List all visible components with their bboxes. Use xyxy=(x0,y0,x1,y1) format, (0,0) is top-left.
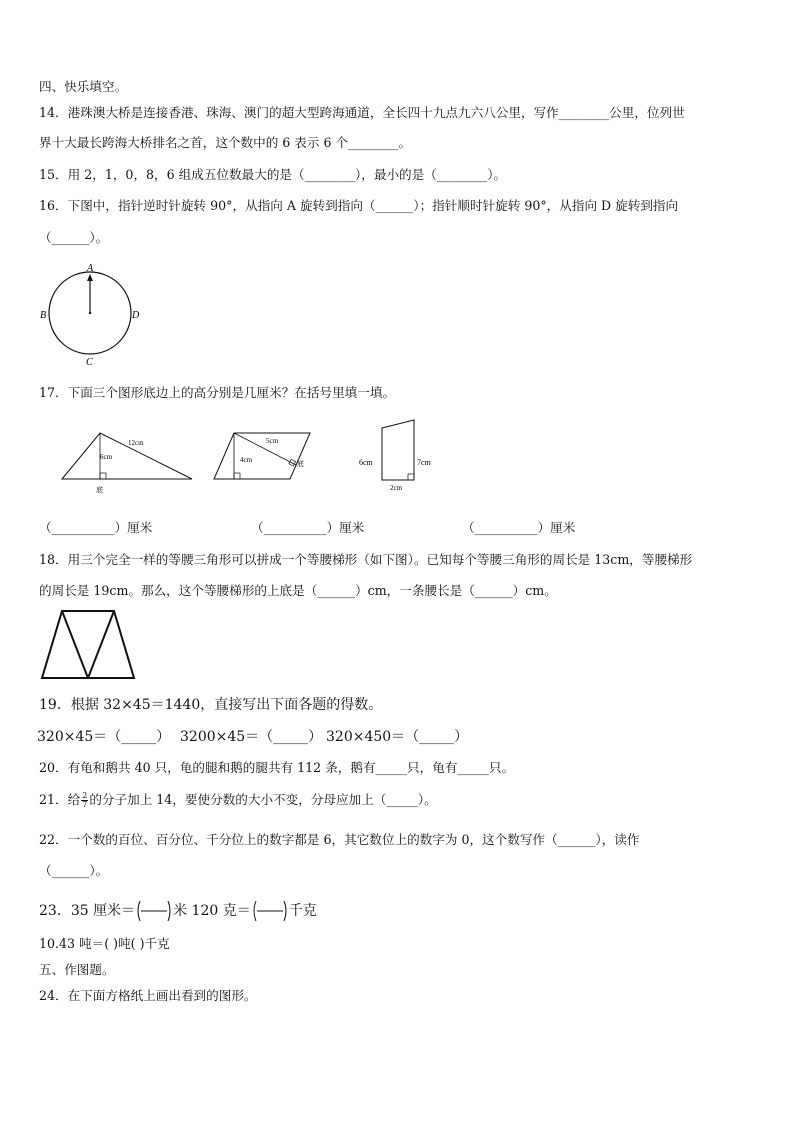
parallelogram-top-label: 5cm xyxy=(266,437,279,445)
trapezoid-left-label: 6cm xyxy=(359,458,373,467)
q21-suffix: 的分子加上 14，要使分数的大小不变，分母应加上（_____）。 xyxy=(89,792,437,807)
q17-answer-3: （__________）厘米 xyxy=(462,520,576,535)
triangle-divider-left xyxy=(62,611,88,678)
section-four-heading: 四、快乐填空。 xyxy=(39,79,128,94)
q22-line2: （______）。 xyxy=(39,863,109,878)
section-five-heading: 五、作图题。 xyxy=(39,962,115,977)
fraction-blank-1 xyxy=(135,900,173,922)
q21-prefix: 21．给 xyxy=(39,792,81,807)
q16-dial-figure xyxy=(36,262,146,372)
q22-line1: 22．一个数的百位、百分位、千分位上的数字都是 6，其它数位上的数字为 0，这个数写作（______），读作 xyxy=(39,832,640,847)
parallelogram-height-label: 4cm xyxy=(240,456,253,464)
q17-parallelogram-figure xyxy=(212,428,312,484)
q23-part1: 23．35 厘米＝ xyxy=(39,903,136,919)
trapezoid-right-label: 7cm xyxy=(417,458,431,467)
parallelogram-shape xyxy=(214,433,310,479)
fraction-blank-2 xyxy=(251,900,289,922)
trapezoid-bottom-label: 2cm xyxy=(390,484,403,492)
label-a: A xyxy=(87,263,94,274)
q23-line2: 10.43 吨＝( )吨( )千克 xyxy=(39,936,170,951)
fraction-numerator: 2 xyxy=(82,791,88,800)
q24-text: 24．在下面方格纸上画出看到的图形。 xyxy=(39,988,257,1003)
triangle-height-label: 6cm xyxy=(100,453,113,461)
q18-line2: 的周长是 19cm。那么，这个等腰梯形的上底是（______）cm，一条腰长是（______）cm。 xyxy=(39,583,557,598)
fraction-two-sevenths xyxy=(81,792,88,809)
label-b: B xyxy=(40,310,47,321)
q14-line1: 14．港珠澳大桥是连接香港、珠海、澳门的超大型跨海通道，全长四十九点九六八公里，写作________公里，位列世 xyxy=(39,105,685,120)
right-angle-mark xyxy=(100,473,106,479)
q17-answer-1: （__________）厘米 xyxy=(39,520,153,535)
q23-unit1: 米 120 克＝ xyxy=(173,903,251,919)
q15-text: 15．用 2，1，0，8，6 组成五位数最大的是（________），最小的是（________）。 xyxy=(39,167,507,182)
triangle-base-label: 底 xyxy=(96,486,103,494)
triangle-shape xyxy=(62,433,192,479)
trapezoid-outline xyxy=(42,611,134,678)
right-angle-mark xyxy=(234,473,240,479)
q23-text xyxy=(39,900,317,922)
q23-unit2: 千克 xyxy=(288,903,317,919)
fraction-denominator: 7 xyxy=(82,800,88,809)
q19-text: 19．根据 32×45＝1440，直接写出下面各题的得数。 xyxy=(39,697,383,713)
pointer-arrowhead-icon xyxy=(87,274,93,281)
q16-line2: （______）。 xyxy=(39,230,109,245)
triangle-divider-right xyxy=(88,611,114,678)
q19-item-3: 320×450＝（_____） xyxy=(326,729,469,745)
q17-triangle-figure xyxy=(58,428,198,498)
q21-text xyxy=(39,792,437,809)
label-d: D xyxy=(132,310,140,321)
q16-line1: 16．下图中，指针逆时针旋转 90°，从指向 A 旋转到指向（______）；指针顺时针旋转 90°，从指向 D 旋转到指向 xyxy=(39,198,679,213)
q19-item-2: 3200×45＝（_____） xyxy=(180,729,323,745)
q17-trapezoid-figure xyxy=(356,418,438,494)
label-c: C xyxy=(86,357,93,368)
q17-text: 17．下面三个图形底边上的高分别是几厘米？在括号里填一填。 xyxy=(39,385,396,400)
right-angle-mark xyxy=(408,474,414,480)
triangle-hyp-label: 12cm xyxy=(128,439,144,447)
q20-text: 20．有龟和鹅共 40 只，龟的腿和鹅的腿共有 112 条，鹅有_____只，龟有_____只。 xyxy=(39,760,515,775)
q18-trapezoid-figure xyxy=(40,608,136,682)
trapezoid-shape xyxy=(382,420,414,480)
q14-line2: 界十大最长跨海大桥排名之首，这个数中的 6 表示 6 个________。 xyxy=(39,135,412,150)
q17-answer-2: （__________）厘米 xyxy=(251,520,365,535)
parallelogram-base-label: 底 xyxy=(297,460,304,468)
dial-center-dot xyxy=(89,312,91,314)
q19-item-1: 320×45＝（_____） xyxy=(37,729,171,745)
q18-line1: 18．用三个完全一样的等腰三角形可以拼成一个等腰梯形（如下图）。已知每个等腰三角形的周长是 13cm，等腰梯形 xyxy=(39,552,693,567)
